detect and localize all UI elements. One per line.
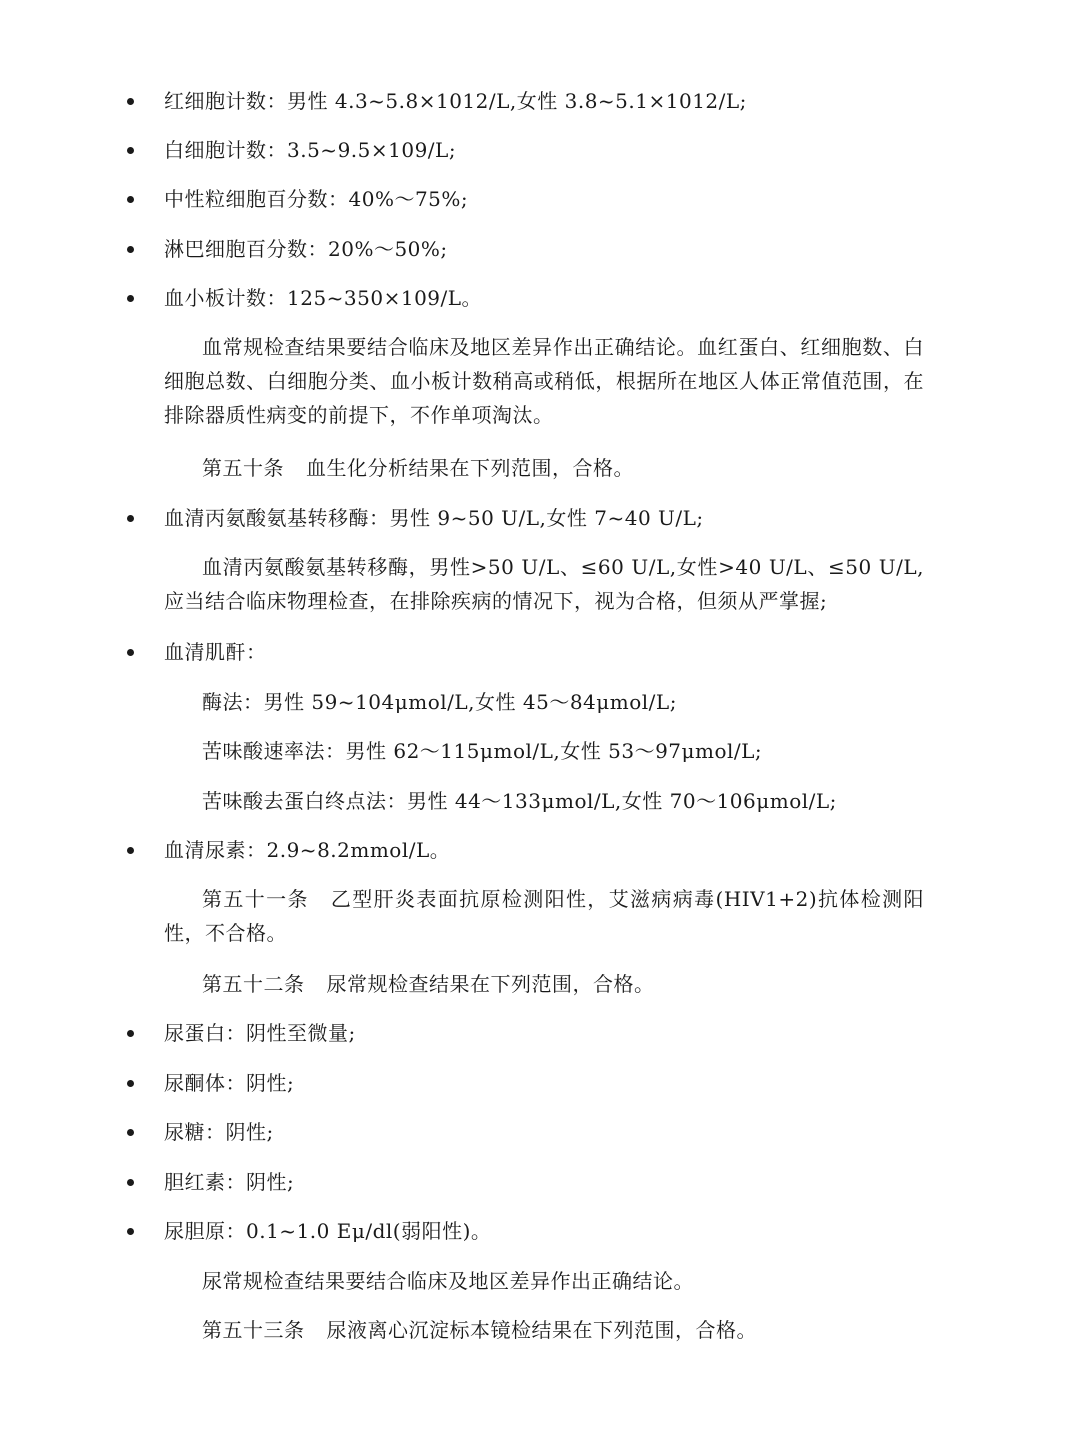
article-text: 尿液离心沉淀标本镜检结果在下列范围，合格。 (326, 1318, 757, 1342)
article-number: 第五十二条 (202, 972, 305, 996)
bullet-icon (127, 295, 134, 302)
bullet-icon (127, 1080, 134, 1087)
list-item-text: 尿蛋白：阴性至微量; (164, 1021, 356, 1045)
bullet-icon (127, 1179, 134, 1186)
article-number: 第五十条 (202, 456, 284, 480)
bullet-icon (127, 649, 134, 656)
list-item-text: 血清丙氨酸氨基转移酶：男性 9~50 U/L,女性 7~40 U/L; (164, 506, 704, 530)
article-51 (164, 882, 924, 950)
bullet-icon (127, 1228, 134, 1235)
creatinine-method-picric-endpoint: 苦味酸去蛋白终点法：男性 44～133μmol/L,女性 70～106μmol/L; (202, 789, 837, 813)
list-item-text: 尿糖：阴性; (164, 1120, 274, 1144)
article-number: 第五十三条 (202, 1318, 305, 1342)
article-number: 第五十一条 (202, 887, 309, 911)
paragraph-blood-routine-note: 血常规检查结果要结合临床及地区差异作出正确结论。血红蛋白、红细胞数、白细胞总数、白细胞分类、血小板计数稍高或稍低，根据所在地区人体正常值范围，在排除器质性病变的前提下，不作单项淘汰。 (164, 335, 924, 427)
list-item-text: 红细胞计数：男性 4.3~5.8×1012/L,女性 3.8~5.1×1012/L; (164, 89, 747, 113)
bullet-icon (127, 98, 134, 105)
list-item-text: 尿胆原：0.1~1.0 Eμ/dl(弱阳性)。 (164, 1219, 492, 1243)
article-text: 乙型肝炎表面抗原检测阳性，艾滋病病毒(HIV1+2)抗体检测阳性，不合格。 (164, 887, 924, 945)
bullet-icon (127, 1030, 134, 1037)
article-52 (202, 967, 655, 1001)
bullet-icon (127, 847, 134, 854)
bullet-icon (127, 196, 134, 203)
bullet-icon (127, 147, 134, 154)
list-item-text: 血清肌酐： (164, 640, 267, 664)
article-50 (202, 451, 634, 485)
creatinine-method-picric-rate: 苦味酸速率法：男性 62～115μmol/L,女性 53～97μmol/L; (202, 739, 763, 763)
creatinine-method-enzyme: 酶法：男性 59~104μmol/L,女性 45～84μmol/L; (202, 690, 677, 714)
article-text: 血生化分析结果在下列范围，合格。 (306, 456, 634, 480)
paragraph-urine-note: 尿常规检查结果要结合临床及地区差异作出正确结论。 (202, 1269, 694, 1293)
bullet-icon (127, 1129, 134, 1136)
list-item-text: 尿酮体：阴性; (164, 1071, 295, 1095)
bullet-icon (127, 246, 134, 253)
list-item-text: 中性粒细胞百分数：40%～75%; (164, 187, 469, 211)
bullet-icon (127, 515, 134, 522)
paragraph-alt-note: 血清丙氨酸氨基转移酶，男性>50 U/L、≤60 U/L,女性>40 U/L、≤50 U/L,应当结合临床物理检查，在排除疾病的情况下，视为合格，但须从严掌握; (164, 555, 924, 613)
list-item-text: 血清尿素：2.9~8.2mmol/L。 (164, 838, 451, 862)
list-item-text: 胆红素：阴性; (164, 1170, 295, 1194)
article-53 (202, 1313, 757, 1347)
list-item-text: 淋巴细胞百分数：20%～50%; (164, 237, 448, 261)
list-item-text: 白细胞计数：3.5~9.5×109/L; (164, 138, 457, 162)
article-text: 尿常规检查结果在下列范围，合格。 (326, 972, 655, 996)
list-item-text: 血小板计数：125~350×109/L。 (164, 286, 483, 310)
